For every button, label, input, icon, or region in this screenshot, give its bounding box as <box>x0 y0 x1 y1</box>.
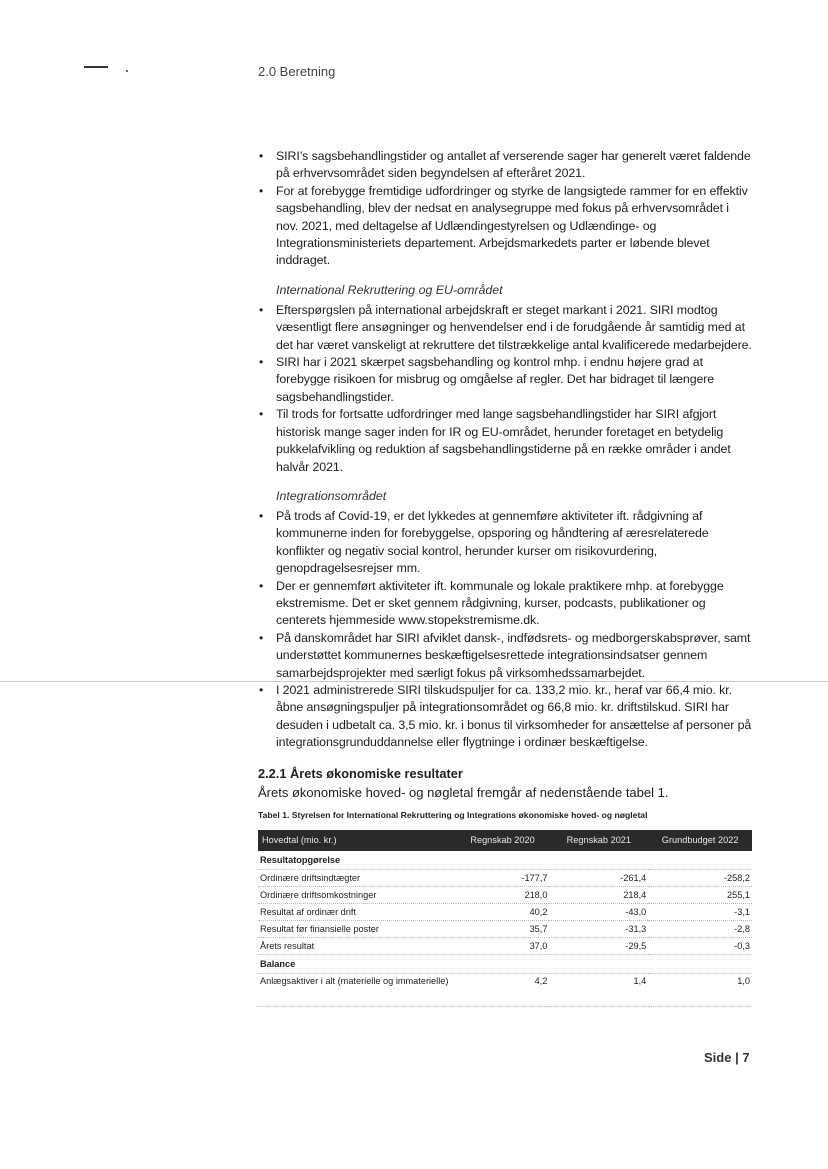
table-group-row <box>258 954 752 973</box>
section-subtitle: Årets økonomiske hoved- og nøgletal fremgår af nedenstående tabel 1. <box>258 784 669 800</box>
bullet-icon: • <box>259 682 264 697</box>
cell-regnskab-2021: -29,5 <box>549 937 648 954</box>
list-item: • SIRI’s sagsbehandlingstider og antallet af verserende sager har generelt været faldende på erhvervsområdet siden begyndelsen af efteråret 2021. <box>259 149 751 181</box>
cell-regnskab-2021: -43,0 <box>549 903 648 920</box>
cell-regnskab-2020: 40,2 <box>456 903 550 920</box>
group-label: Balance <box>258 954 752 973</box>
bullet-list-international <box>258 302 752 476</box>
cell-grundbudget-2022: -2,8 <box>648 920 752 937</box>
cell-regnskab-2020: 4,2 <box>456 973 550 1006</box>
row-label: Ordinære driftsindtægter <box>258 869 456 886</box>
page-number: Side | 7 <box>704 1050 750 1065</box>
table-row <box>258 920 752 937</box>
cell-grundbudget-2022: 1,0 <box>648 973 752 1006</box>
table-row <box>258 973 752 1006</box>
table-caption: Tabel 1. Styrelsen for International Rekruttering og Integrations økonomiske hoved- og nøgletal <box>258 809 648 820</box>
bullet-icon: • <box>259 183 264 198</box>
cell-grundbudget-2022: -3,1 <box>648 903 752 920</box>
list-item: • På danskområdet har SIRI afviklet dansk-, indfødsrets- og medborgerskabsprøver, samt understøttet kommunernes beskæftigelsesrettede integrationsindsatser gennem samarbejdsprojekter med særligt fokus på virksomhedssamarbejdet. <box>259 630 751 680</box>
table-row <box>258 886 752 903</box>
section-title: 2.2.1 Årets økonomiske resultater <box>258 765 463 781</box>
bullet-icon: • <box>259 407 264 422</box>
column-header: Regnskab 2021 <box>549 830 648 851</box>
subheading-integration: Integrationsområdet <box>276 488 387 503</box>
cell-regnskab-2020: -177,7 <box>456 869 550 886</box>
list-item: • Efterspørgslen på international arbejdskraft er steget markant i 2021. SIRI modtog væsentligt flere ansøgninger og henvendelser end i de forudgående år samtidig med at det har været vanskeligt at rekruttere det tilstrækkelige antal kvalificerede medarbejdere. <box>259 302 752 352</box>
cell-regnskab-2020: 37,0 <box>456 937 550 954</box>
bullet-list-sagsbehandling <box>258 148 752 270</box>
cell-regnskab-2021: -31,3 <box>549 920 648 937</box>
row-label: Resultat af ordinær drift <box>258 903 456 920</box>
bullet-icon: • <box>259 355 264 370</box>
cell-grundbudget-2022: 255,1 <box>648 886 752 903</box>
header-rule <box>84 66 108 68</box>
column-header: Hovedtal (mio. kr.) <box>258 830 456 851</box>
group-label: Resultatopgørelse <box>258 851 752 870</box>
table-row <box>258 869 752 886</box>
subheading-international: International Rekruttering og EU-området <box>276 282 503 297</box>
list-item: • På trods af Covid-19, er det lykkedes at gennemføre aktiviteter ift. rådgivning af kommunerne inden for forebyggelse, opsporing og håndtering af æresrelaterede konflikter og negativ social kontrol, herunder kurser om risikovurdering, genopdragelsesrejser mm. <box>259 508 709 576</box>
row-label: Årets resultat <box>258 937 456 954</box>
bullet-icon: • <box>259 508 264 523</box>
list-item: • SIRI har i 2021 skærpet sagsbehandling og kontrol mhp. i endnu højere grad at forebygge risikoen for misbrug og omgåelse af regler. Det har bidraget til længere sagsbehandlingstider. <box>259 355 715 404</box>
table-group-row <box>258 851 752 870</box>
cell-regnskab-2021: 1,4 <box>549 973 648 1006</box>
bullet-list-integration <box>258 508 752 752</box>
list-item: • Til trods for fortsatte udfordringer med lange sagsbehandlingstider har SIRI afgjort historisk mange sager inden for IR og EU-området, herunder foretaget en betydelig pukkelafvikling og reduktion af sagsbehandlingstiderne på en række områder i andet halvår 2021. <box>259 407 731 474</box>
cell-regnskab-2020: 35,7 <box>456 920 550 937</box>
cell-grundbudget-2022: -0,3 <box>648 937 752 954</box>
column-header: Grundbudget 2022 <box>648 830 752 851</box>
page-body <box>258 148 752 1007</box>
cell-grundbudget-2022: -258,2 <box>648 869 752 886</box>
row-label: Anlægsaktiver i alt (materielle og immaterielle) <box>258 973 456 1006</box>
table-row <box>258 937 752 954</box>
running-header: 2.0 Beretning <box>258 64 336 79</box>
financial-table <box>258 830 752 1007</box>
list-item: • For at forebygge fremtidige udfordringer og styrke de langsigtede rammer for en effektiv sagsbehandling, blev der nedsat en analysegruppe med fokus på erhvervsområdet i nov. 2021, med deltagelse af Udlændingestyrelsen og Udlændinge- og Integrationsministeriets departement. Arbejdsmarkedets parter er løbende blevet inddraget. <box>259 183 748 268</box>
row-label: Ordinære driftsomkostninger <box>258 886 456 903</box>
cell-regnskab-2021: -261,4 <box>549 869 648 886</box>
header-mark <box>126 70 128 72</box>
bullet-icon: • <box>259 149 264 163</box>
list-item: • Der er gennemført aktiviteter ift. kommunale og lokale praktikere mhp. at forebygge ekstremisme. Det er sket gennem rådgivning, kurser, podcasts, publikationer og centerets hjemmeside www.stopekstremisme.dk. <box>259 578 724 628</box>
bullet-icon: • <box>259 630 264 645</box>
bullet-icon: • <box>259 302 264 317</box>
table-header-row <box>258 830 752 851</box>
column-header: Regnskab 2020 <box>456 830 550 851</box>
list-item: • I 2021 administrerede SIRI tilskudspuljer for ca. 133,2 mio. kr., heraf var 66,4 mio. kr. åbne ansøgningspuljer på integrationsområdet og 66,8 mio. kr. driftstilskud. SIRI har desuden i udbetalt ca. 3,5 mio. kr. i bonus til virksomheder for ansættelse af personer på integrationsgrunduddannelse eller flygtninge i ordinær beskæftigelse. <box>259 682 752 750</box>
cell-regnskab-2021: 218,4 <box>549 886 648 903</box>
cell-regnskab-2020: 218,0 <box>456 886 550 903</box>
bullet-icon: • <box>259 578 264 593</box>
table-row <box>258 903 752 920</box>
row-label: Resultat før finansielle poster <box>258 920 456 937</box>
